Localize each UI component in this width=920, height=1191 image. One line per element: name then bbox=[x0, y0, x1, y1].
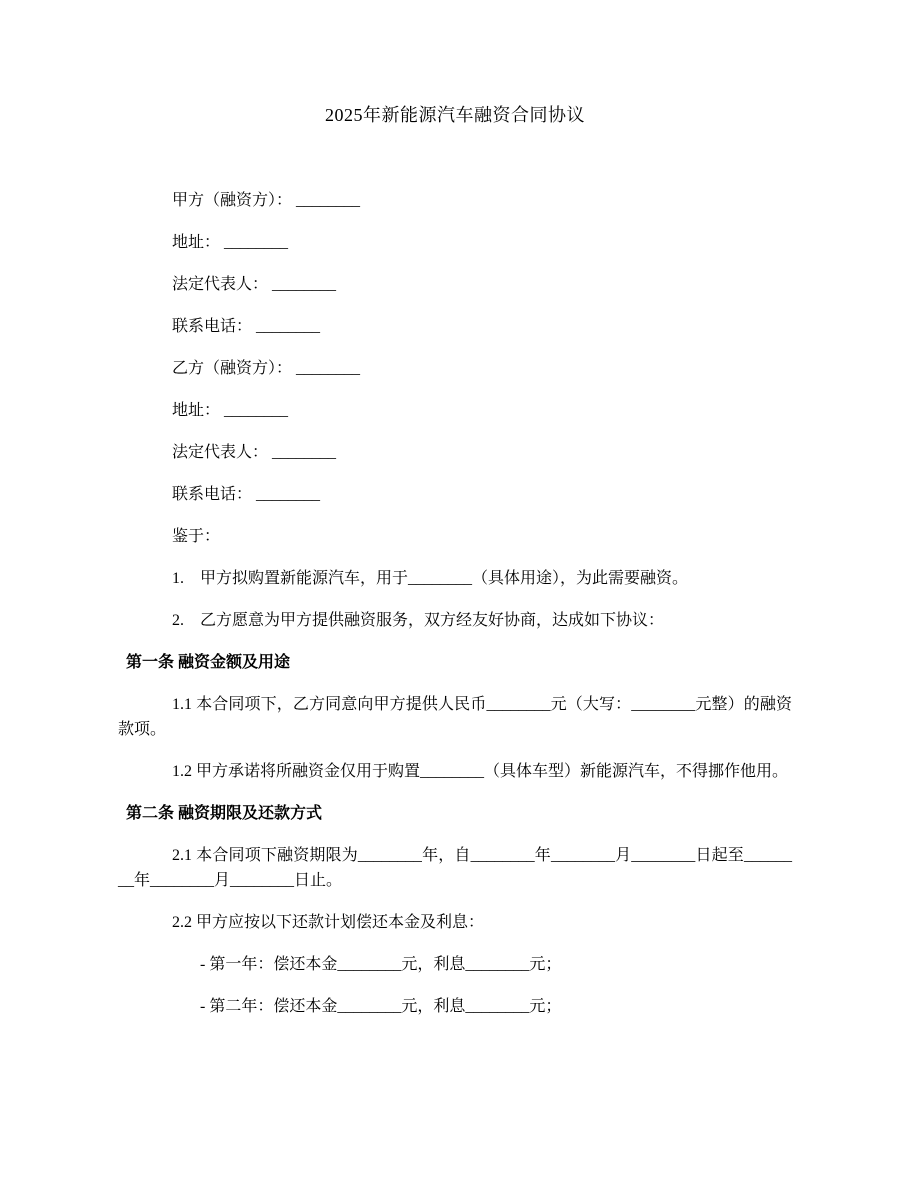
clause-2-2: 2.2 甲方应按以下还款计划偿还本金及利息： bbox=[172, 914, 485, 931]
party-line-phone-2: 联系电话： ________ bbox=[172, 486, 321, 503]
whereas-label: 鉴于： bbox=[172, 528, 221, 545]
clause-1-2: 1.2 甲方承诺将所融资金仅用于购置________（具体车型）新能源汽车，不得挪作他用。 bbox=[172, 763, 789, 780]
section-heading-2: 第二条 融资期限及还款方式 bbox=[126, 805, 323, 822]
party-line-address-2: 地址： ________ bbox=[172, 402, 289, 419]
repayment-item-year-2: - 第二年：偿还本金________元，利息________元； bbox=[200, 998, 562, 1015]
party-line-address-1: 地址： ________ bbox=[172, 234, 289, 251]
section-heading-1: 第一条 融资金额及用途 bbox=[126, 654, 291, 671]
party-line-jiafang: 甲方（融资方）： ________ bbox=[172, 192, 361, 209]
recital-item-2: 2. 乙方愿意为甲方提供融资服务，双方经友好协商，达成如下协议： bbox=[172, 612, 665, 629]
document-title: 2025年新能源汽车融资合同协议 bbox=[325, 105, 585, 125]
party-line-legal-rep-2: 法定代表人： ________ bbox=[172, 444, 337, 461]
party-line-phone-1: 联系电话： ________ bbox=[172, 318, 321, 335]
party-line-yifang: 乙方（融资方）： ________ bbox=[172, 360, 361, 377]
party-line-legal-rep-1: 法定代表人： ________ bbox=[172, 276, 337, 293]
clause-2-1: 2.1 本合同项下融资期限为________年，自________年________月________日起至________年________月________日止。 bbox=[118, 847, 792, 889]
repayment-item-year-1: - 第一年：偿还本金________元，利息________元； bbox=[200, 956, 562, 973]
clause-1-1: 1.1 本合同项下，乙方同意向甲方提供人民币________元（大写：________元整）的融资款项。 bbox=[118, 696, 792, 738]
recital-item-1: 1. 甲方拟购置新能源汽车，用于________（具体用途），为此需要融资。 bbox=[172, 570, 689, 587]
